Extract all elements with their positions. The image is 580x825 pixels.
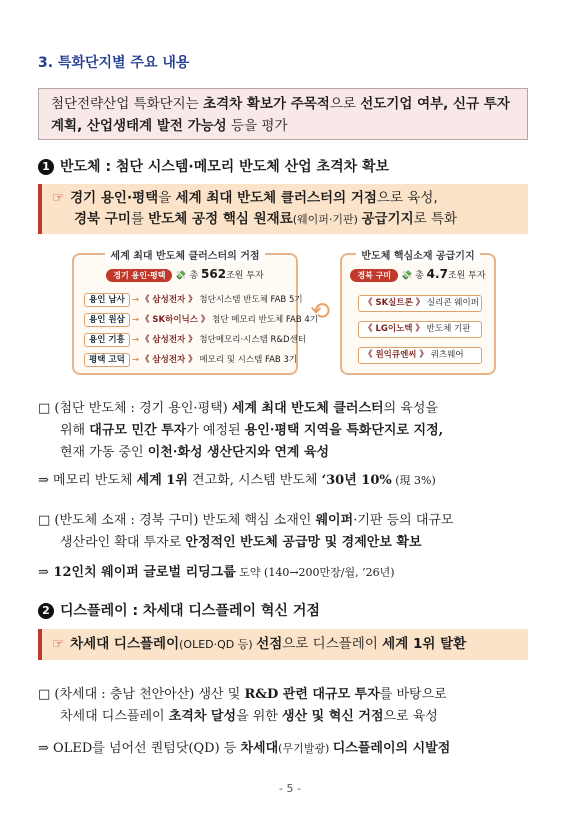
hl-bold: 경북 구미 xyxy=(74,211,131,227)
cluster-panel-left xyxy=(72,251,318,375)
cluster-panel-right xyxy=(340,253,496,375)
number-one-icon: 1 xyxy=(38,159,54,175)
material-row xyxy=(358,321,482,338)
implies-arrow-icon: ⇒ xyxy=(38,741,49,756)
paragraph-semiconductor-materials xyxy=(38,510,532,554)
display-highlight-box xyxy=(38,629,528,660)
para-text: (現 3%) xyxy=(391,474,436,487)
para-bold: 12인치 웨이퍼 글로벌 리딩그룹 xyxy=(48,565,236,580)
left-investment-row xyxy=(74,267,296,282)
paragraph-semiconductor-advanced xyxy=(38,398,532,464)
para-bold: 세계 1위 xyxy=(136,473,188,488)
hl-bold: 세계 1위 탈환 xyxy=(382,636,467,652)
cluster-row xyxy=(84,353,297,368)
para-bold: 용인·평택 지역을 특화단지로 지정, xyxy=(244,423,444,438)
para-text: 의 육성을 xyxy=(383,401,438,416)
para-bold: 디스플레이의 시발점 xyxy=(332,741,451,756)
para-bold: 세계 최대 반도체 클러스터 xyxy=(231,401,384,416)
para-bold: 웨이퍼 xyxy=(315,513,354,528)
implies-arrow-icon: ⇒ xyxy=(38,565,49,580)
hl-text: (OLED·QD 등) xyxy=(179,638,257,651)
display-heading-text: 디스플레이 : 차세대 디스플레이 혁신 거점 xyxy=(60,603,320,619)
total-prefix: 총 xyxy=(189,271,202,281)
arrow-right-icon: → xyxy=(131,295,139,305)
para-text: 으로 육성 xyxy=(383,709,438,724)
hl-bold: 반도체 공정 핵심 원재료 xyxy=(148,211,293,227)
pointing-hand-icon: ☞ xyxy=(52,190,65,206)
pointing-hand-icon: ☞ xyxy=(52,636,65,652)
para-text: OLED를 넘어선 퀀텀닷(QD) 등 xyxy=(48,741,241,756)
arrow-right-icon: → xyxy=(131,315,139,325)
right-investment-row xyxy=(342,267,494,282)
cluster-row xyxy=(84,333,306,348)
right-panel-title: 반도체 핵심소재 공급기지 xyxy=(356,251,479,262)
para-bold: R&D 관련 대규모 투자 xyxy=(244,687,380,702)
left-region-tag: 경기 용인·평택 xyxy=(106,269,172,282)
para-bold: ‘30년 10% xyxy=(321,473,392,488)
semiconductor-cluster-diagram xyxy=(72,247,496,377)
company-name: 《 SK실트론 》 xyxy=(364,298,425,308)
para-text: 차세대 디스플레이 xyxy=(60,709,169,724)
material-row xyxy=(358,347,482,364)
total-suffix: 조원 투자 xyxy=(226,271,264,281)
number-two-icon: 2 xyxy=(38,603,54,619)
hl-bold: 선점 xyxy=(256,636,283,652)
company-name: 《 삼성전자 》 xyxy=(140,355,197,365)
facility-desc: 메모리 및 시스템 FAB 3기 xyxy=(199,355,298,365)
right-total-amount: 4.7 xyxy=(426,267,448,281)
para-text: (무기발광) xyxy=(278,742,333,755)
para-text: 을 위한 xyxy=(236,709,283,724)
para-bold: 초격차 달성 xyxy=(168,709,237,724)
checkbox-square-icon: □ xyxy=(38,687,51,702)
para-text: 메모리 반도체 xyxy=(48,473,137,488)
summary-text: 첨단전략산업 특화단지는 xyxy=(51,96,204,112)
hl-bold: 공급기지 xyxy=(361,211,414,227)
facility-desc: 첨단시스템 반도체 FAB 5기 xyxy=(199,295,303,305)
arrow-right-icon: → xyxy=(131,355,139,365)
para-bold: 차세대 xyxy=(240,741,279,756)
para-text: 를 바탕으로 xyxy=(379,687,447,702)
result-semiconductor-advanced xyxy=(38,470,436,492)
money-icon: 💸 xyxy=(401,271,413,281)
para-text: 현재 가동 중인 xyxy=(60,445,148,460)
material-desc: 실리콘 웨이퍼 xyxy=(426,298,479,308)
cluster-row xyxy=(84,293,303,308)
location-tag: 용인 남사 xyxy=(84,293,130,307)
implies-arrow-icon: ⇒ xyxy=(38,473,49,488)
location-tag: 용인 원삼 xyxy=(84,313,130,327)
material-row xyxy=(358,295,482,312)
para-text: 도약 (140→200만장/월, ’26년) xyxy=(235,566,395,579)
hl-text: 으로 육성, xyxy=(376,190,438,206)
para-text: (반도체 소재 : 경북 구미) 반도체 핵심 소재인 xyxy=(50,513,316,528)
summary-box xyxy=(38,88,528,140)
hl-text: 을 xyxy=(158,190,176,206)
para-text: (차세대 : 충남 천안아산) 생산 및 xyxy=(50,687,245,702)
para-text: 견고화, 시스템 반도체 xyxy=(187,473,322,488)
left-panel-title: 세계 최대 반도체 클러스터의 거점 xyxy=(105,251,264,262)
paragraph-display-nextgen xyxy=(38,684,532,728)
display-heading xyxy=(38,600,320,620)
summary-text: 으로 xyxy=(329,96,361,112)
para-bold: 이천·화성 생산단지와 연계 육성 xyxy=(147,445,330,460)
location-tag: 평택 고덕 xyxy=(84,353,130,367)
hl-text: 로 특화 xyxy=(413,211,458,227)
total-prefix: 총 xyxy=(415,271,427,281)
hl-text: 를 xyxy=(130,211,149,227)
summary-bold: 초격차 확보가 주목적 xyxy=(203,96,330,112)
para-text: 가 예정된 xyxy=(186,423,245,438)
summary-bold: 선도기업 여부, 신규 투자계획, 산업생태계 발전 가능성 xyxy=(51,96,510,134)
money-icon: 💸 xyxy=(175,271,187,281)
para-text: (첨단 반도체 : 경기 용인·평택) xyxy=(50,401,232,416)
para-text: ·기판 등의 대규모 xyxy=(353,513,454,528)
company-name: 《 SK하이닉스 》 xyxy=(140,315,210,325)
hl-bold: 차세대 디스플레이 xyxy=(70,636,180,652)
company-name: 《 LG이노텍 》 xyxy=(364,324,424,334)
total-suffix: 조원 투자 xyxy=(447,271,486,281)
material-desc: 쿼츠웨어 xyxy=(430,350,464,360)
location-tag: 용인 기흥 xyxy=(84,333,130,347)
para-bold: 안정적인 반도체 공급망 및 경제안보 확보 xyxy=(185,535,422,550)
result-semiconductor-materials xyxy=(38,562,395,584)
right-region-tag: 경북 구미 xyxy=(350,269,398,282)
para-text: 생산라인 확대 투자로 xyxy=(60,535,186,550)
left-total-amount: 562 xyxy=(201,267,227,281)
link-arrows-icon: ⟲ xyxy=(309,297,331,325)
section-title: 3. 특화단지별 주요 내용 xyxy=(38,55,190,71)
para-text: 위해 xyxy=(60,423,90,438)
para-bold: 생산 및 혁신 거점 xyxy=(282,709,384,724)
company-name: 《 원익큐엔씨 》 xyxy=(364,350,428,360)
para-bold: 대규모 민간 투자 xyxy=(89,423,187,438)
company-name: 《 삼성전자 》 xyxy=(140,335,197,345)
page-number: - 5 - xyxy=(279,782,301,795)
arrow-right-icon: → xyxy=(131,335,139,345)
checkbox-square-icon: □ xyxy=(38,513,51,528)
semiconductor-heading xyxy=(38,156,389,176)
semiconductor-highlight-box xyxy=(38,184,528,234)
checkbox-square-icon: □ xyxy=(38,401,51,416)
hl-text: (웨이퍼·기판) xyxy=(292,213,362,226)
semiconductor-heading-text: 반도체 : 첨단 시스템·메모리 반도체 산업 초격차 확보 xyxy=(60,159,390,175)
hl-bold: 세계 최대 반도체 클러스터의 거점 xyxy=(175,190,377,206)
hl-text: 으로 디스플레이 xyxy=(282,636,383,652)
material-desc: 반도체 기판 xyxy=(426,324,471,334)
company-name: 《 삼성전자 》 xyxy=(140,295,197,305)
summary-text: 등을 평가 xyxy=(226,118,288,134)
hl-bold: 경기 용인·평택 xyxy=(70,190,159,206)
facility-desc: 첨단메모리·시스템 R&D센터 xyxy=(199,335,307,345)
cluster-row xyxy=(84,313,318,328)
result-display-nextgen xyxy=(38,738,450,760)
facility-desc: 첨단 메모리 반도체 FAB 4기 xyxy=(212,315,318,325)
